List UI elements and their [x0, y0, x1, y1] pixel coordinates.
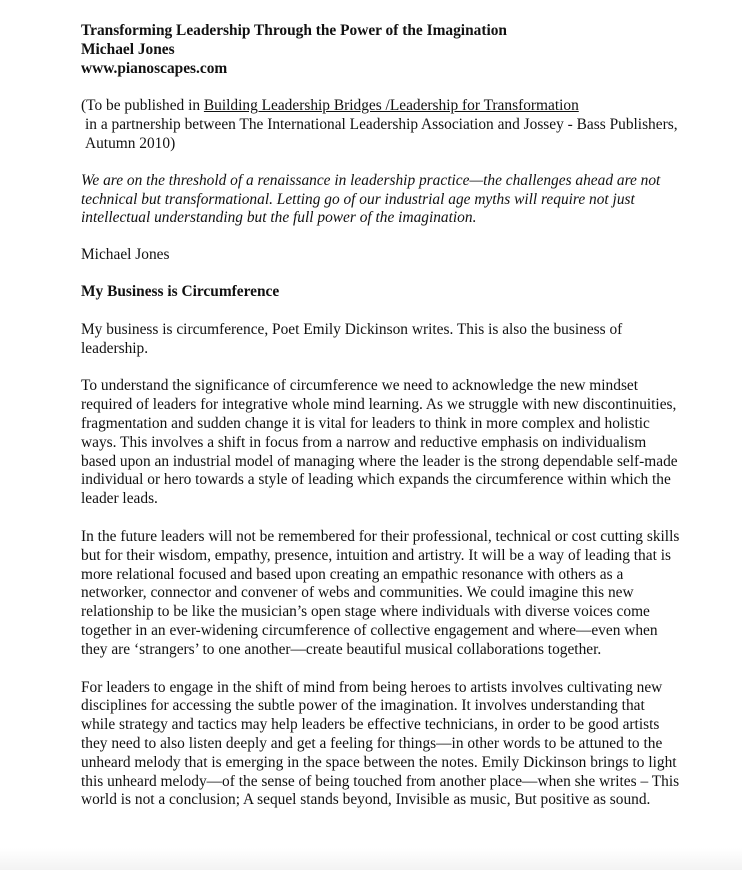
document-body	[81, 22, 681, 810]
epigraph-attribution: Michael Jones	[81, 246, 170, 264]
page-bottom-shadow	[0, 848, 742, 870]
publication-continuation: in a partnership between The International Leadership Association and Jossey - Bass Publishers, Autumn 2010)	[85, 116, 678, 152]
paragraph: In the future leaders will not be remembered for their professional, technical or cost cutting skills but for their wisdom, empathy, presence, intuition and artistry. It will be a way of leading that is more relational focused and based upon creating an empathic resonance with others as a networker, connector and convener of webs and communities. We could imagine this new relationship to be like the musician’s open stage where individuals with diverse voices come together in an ever-widening circumference of collective engagement and where—even when they are ‘strangers’ to one another—create beautiful musical collaborations together.	[81, 527, 680, 658]
paragraph: For leaders to engage in the shift of mind from being heroes to artists involves cultivating new disciplines for accessing the subtle power of the imagination. It involves understanding that while strategy and tactics may help leaders be effective technicians, in order to be good artists they need to also listen deeply and get a feeling for things—in other words to be attuned to the unheard melody that is emerging in the space between the notes. Emily Dickinson brings to light this unheard melody—of the sense of being touched from another place—when she writes – This world is not a conclusion; A sequel stands beyond, Invisible as music, But positive as sound.	[81, 678, 680, 809]
publication-prefix: (To be published in	[81, 97, 204, 115]
book-title-link[interactable]: Building Leadership Bridges /Leadership for Transformation	[203, 97, 579, 115]
section-heading: My Business is Circumference	[81, 282, 280, 300]
paragraph: My business is circumference, Poet Emily Dickinson writes. This is also the business of leadership.	[81, 320, 623, 357]
document-title: Transforming Leadership Through the Power of the Imagination	[81, 22, 507, 39]
epigraph-quote: We are on the threshold of a renaissance in leadership practice—the challenges ahead are not technical but transformational. Letting go of our industrial age myths will require not just intellectual understanding but the full power of the imagination.	[81, 171, 661, 227]
author-name: Michael Jones	[81, 40, 175, 58]
author-website: www.pianoscapes.com	[81, 59, 228, 77]
paragraph: To understand the significance of circumference we need to acknowledge the new mindset required of leaders for integrative whole mind learning. As we struggle with new discontinuities, fragmentation and sudden change it is vital for leaders to think in more complex and holistic ways. This involves a shift in focus from a narrow and reductive emphasis on individualism based upon an industrial model of managing where the leader is the strong dependable self-made individual or hero towards a style of leading which expands the circumference within which the leader leads.	[81, 377, 678, 508]
publication-note	[81, 97, 681, 153]
